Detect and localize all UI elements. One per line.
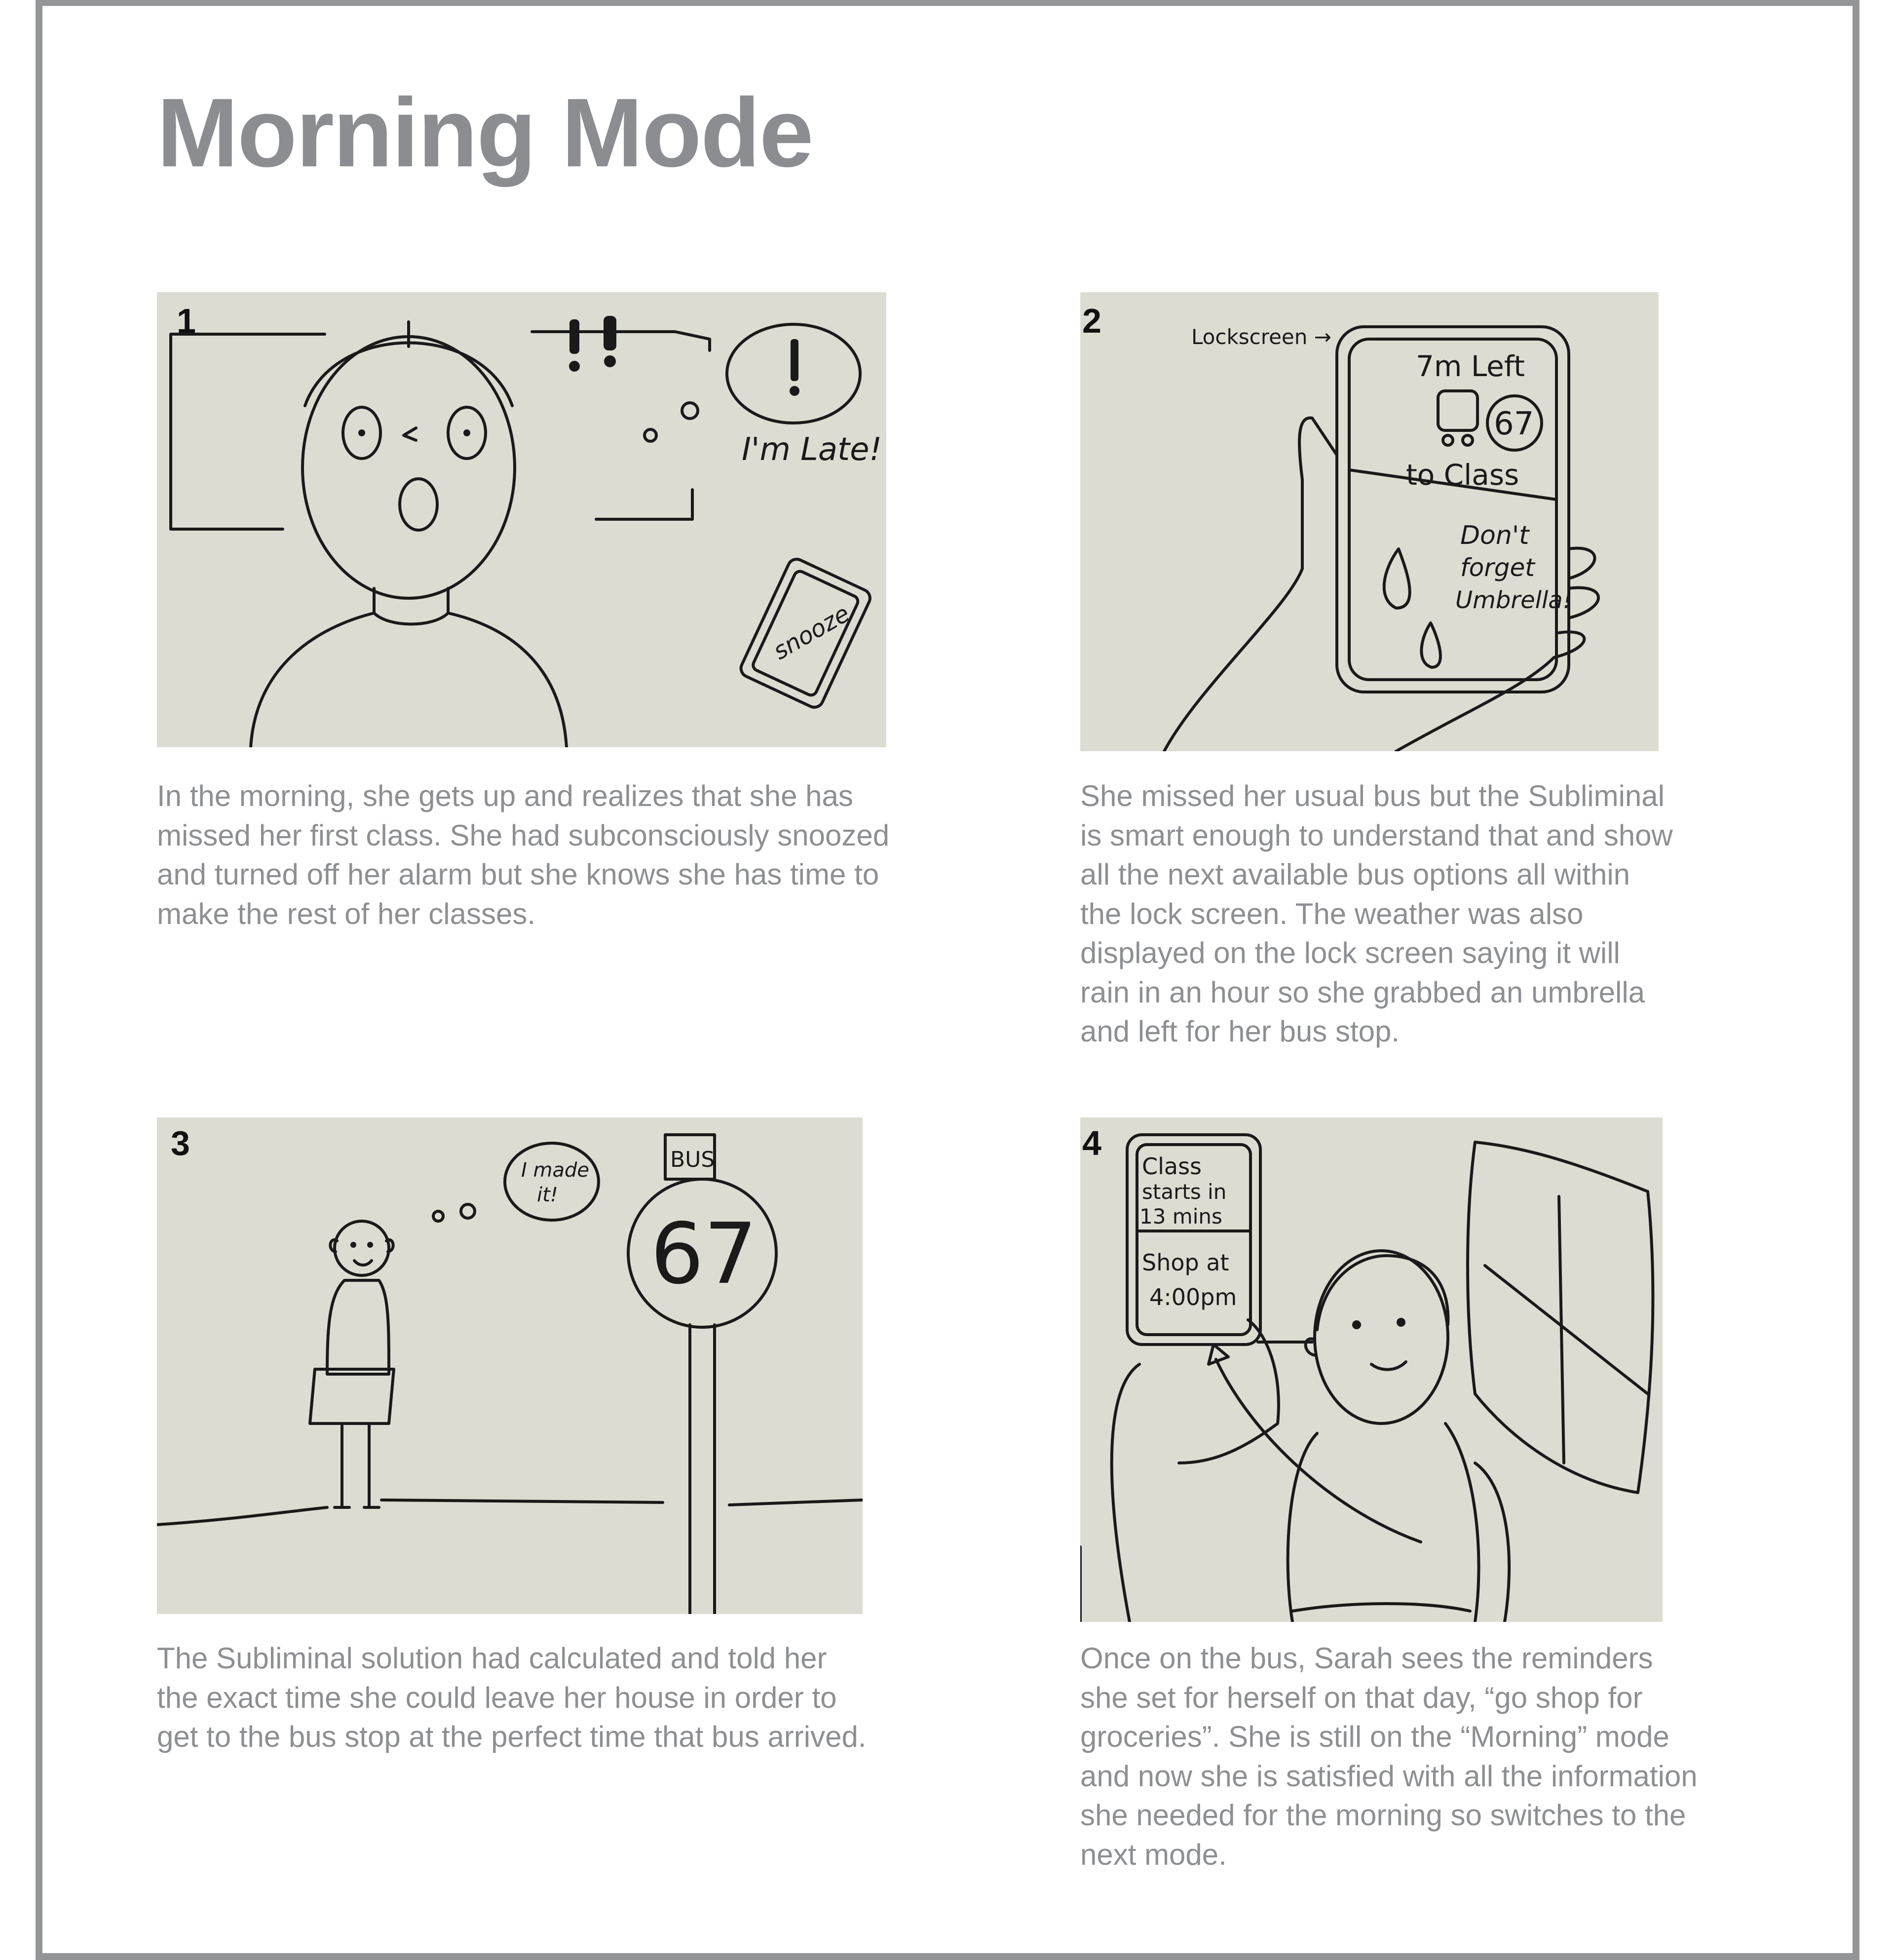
watch-text-line-1: Class <box>1142 1153 1202 1180</box>
sketch-girl-at-bus-stop <box>157 1117 863 1614</box>
panel-number: 1 <box>177 302 196 340</box>
storyboard-panel-2 <box>1080 292 1659 751</box>
lockscreen-label: Lockscreen → <box>1191 325 1331 349</box>
watch-text-line-2: starts in <box>1142 1180 1227 1204</box>
watch-text-line-4: Shop at <box>1142 1249 1229 1276</box>
im-late-text: I'm Late! <box>742 431 882 468</box>
sketch-sarah-on-bus-with-watch <box>1080 1117 1663 1622</box>
watch-text-line-3: 13 mins <box>1139 1204 1222 1229</box>
page-title: Morning Mode <box>157 78 813 187</box>
to-class-text: to Class <box>1406 458 1519 492</box>
panel-2-caption: She missed her usual bus but the Subliminal is smart enough to understand that and show all the next available bus options all within the lock screen. The weather was also displayed on the lock screen saying it will rain in an hour so she grabbed an umbrella and left for her bus stop. <box>1080 779 1673 1048</box>
storyboard-panel-1 <box>157 292 886 747</box>
umbrella-text-line-2: forget <box>1460 553 1535 582</box>
sketch-woman-waking-up <box>157 292 886 747</box>
storyboard-panel-3 <box>157 1117 863 1614</box>
panel-number: 3 <box>171 1124 190 1162</box>
snooze-text: snooze <box>768 599 855 665</box>
watch-text-line-5: 4:00pm <box>1149 1284 1237 1310</box>
bus-number-text: 67 <box>1494 406 1534 442</box>
bus-stop-number: 67 <box>650 1205 758 1303</box>
panel-number: 2 <box>1082 302 1101 340</box>
sketch-hand-holding-phone-lockscreen <box>1080 292 1659 751</box>
time-left-text: 7m Left <box>1416 349 1525 383</box>
made-it-text-line-2: it! <box>537 1184 558 1206</box>
storyboard-panel-4 <box>1080 1117 1663 1622</box>
made-it-text-line-1: I made <box>521 1159 589 1182</box>
panel-number: 4 <box>1082 1124 1101 1162</box>
panel-4-caption: Once on the bus, Sarah sees the reminders she set for herself on that day, “go shop for groceries”. She is still on the “Morning” mode and now she is satisfied with all the information she needed for the morning so switches to the next mode. <box>1080 1642 1698 1871</box>
bus-sign-text: BUS <box>670 1147 715 1172</box>
umbrella-text-line-3: Umbrella! <box>1455 586 1572 614</box>
panel-1-caption: In the morning, she gets up and realizes that she has missed her first class. She had subconsciously snoozed and turned off her alarm but she knows she has time to make the rest of her classes. <box>157 779 890 930</box>
umbrella-text-line-1: Don't <box>1460 521 1529 550</box>
panel-3-caption: The Subliminal solution had calculated and told her the exact time she could leave her house in order to get to the bus stop at the perfect time that bus arrived. <box>157 1642 867 1753</box>
